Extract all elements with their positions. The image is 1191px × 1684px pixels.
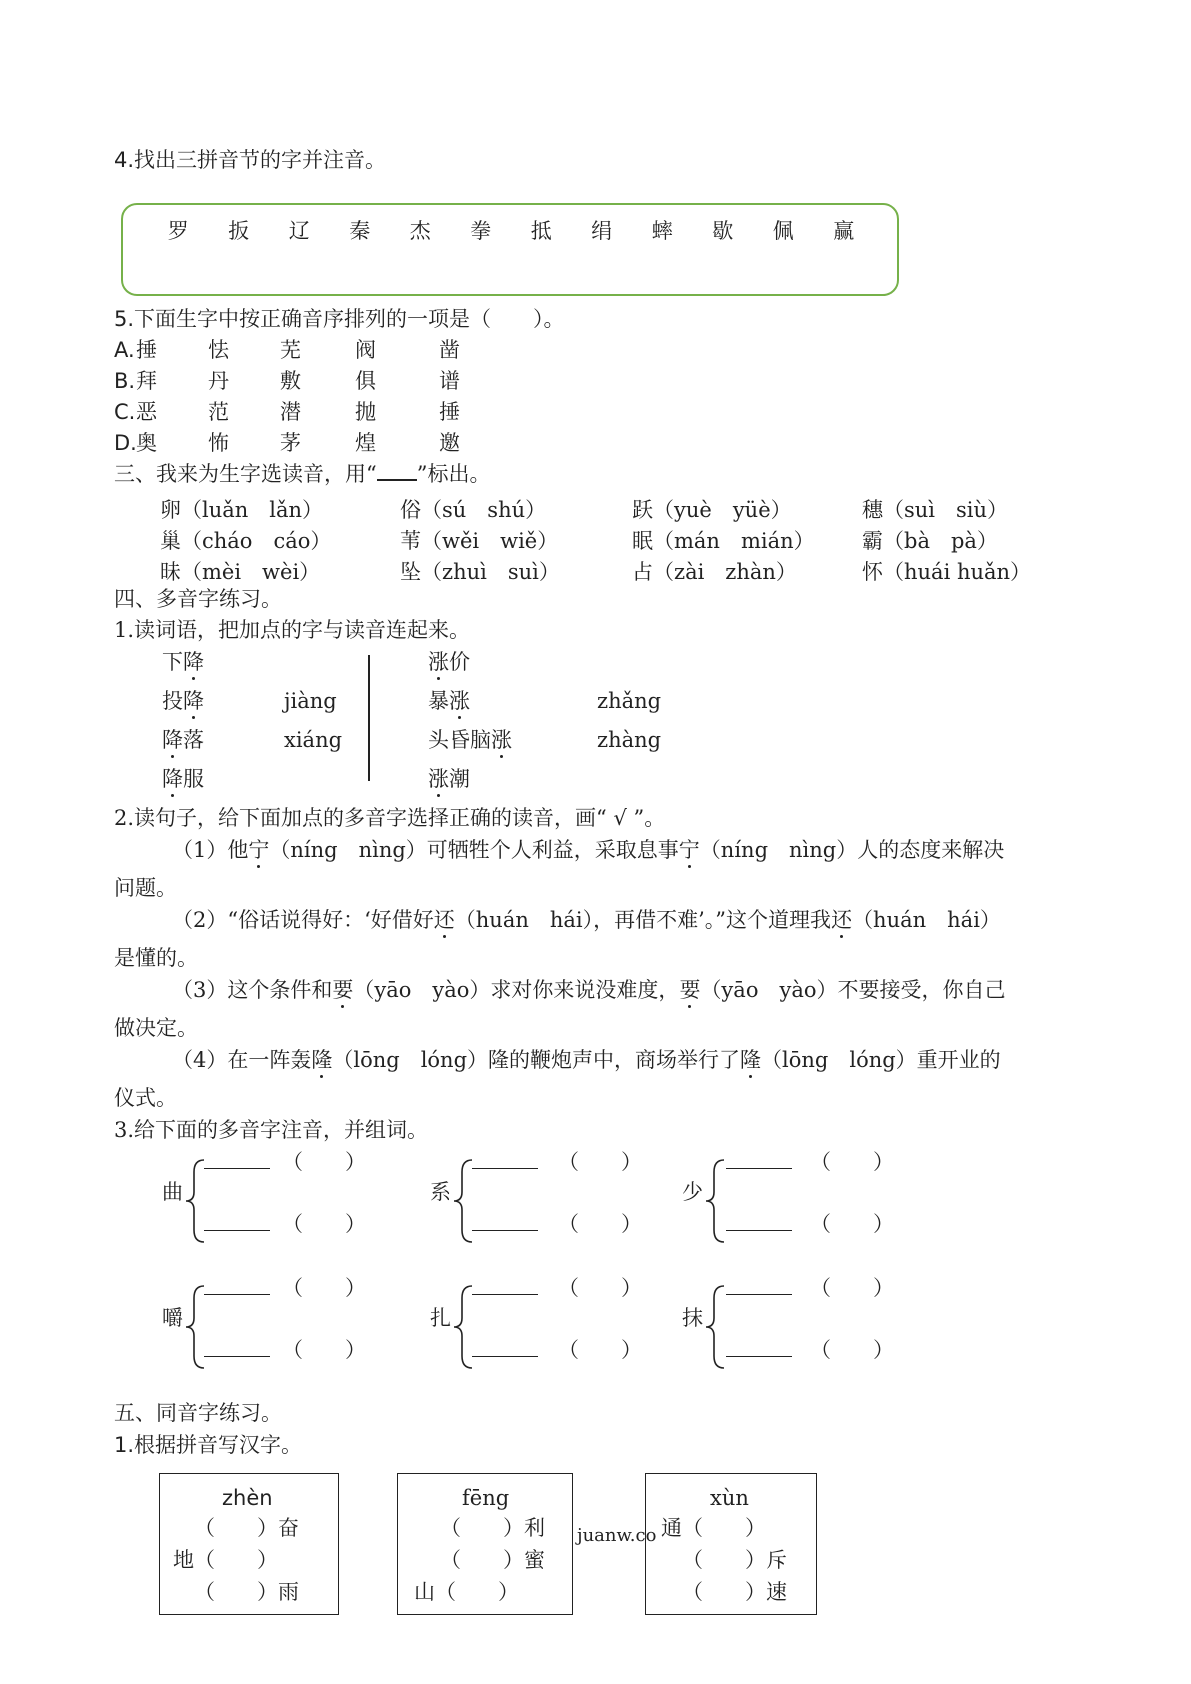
pinyin-paren[interactable]: （ ） (810, 1150, 894, 1174)
reading-item: 眠（mán mián） (632, 529, 815, 553)
q5-option-c (114, 400, 460, 425)
sentence: （2）“俗话说得好：‘好借好还（huán hái），再借不难’。”这个道理我还（huán hái） (172, 908, 1001, 932)
pinyin-paren[interactable]: （ ） (282, 1212, 366, 1236)
poly-char: 系 (430, 1180, 451, 1204)
pinyin-paren[interactable]: （ ） (810, 1276, 894, 1300)
pinyin-paren[interactable]: （ ） (282, 1276, 366, 1300)
brace-icon (184, 1284, 206, 1370)
option-char: 奥 (136, 431, 157, 455)
pinyin-option: zhàng (597, 728, 662, 752)
section-3-title-pre: 三、我来为生字选读音，用“ (114, 462, 377, 486)
option-char: 阀 (355, 338, 376, 362)
pinyin-paren[interactable]: （ ） (558, 1338, 642, 1362)
box-line[interactable]: 地（ ） (173, 1548, 278, 1572)
question-4-title: 4.找出三拼音节的字并注音。 (114, 148, 387, 172)
answer-line[interactable] (204, 1150, 270, 1175)
q4-char: 歇 (712, 219, 734, 243)
box-line[interactable]: （ ）斥 (682, 1548, 787, 1572)
word-item: 涨潮 (428, 767, 470, 791)
brace-icon (704, 1158, 726, 1244)
box-line[interactable]: 通（ ） (661, 1516, 766, 1540)
reading-item: 昧（mèi wèi） (160, 560, 321, 584)
option-char: 邀 (439, 431, 460, 455)
question-5-title: 5.下面生字中按正确音序排列的一项是（ ）。 (114, 307, 565, 331)
pinyin-paren[interactable]: （ ） (558, 1276, 642, 1300)
sentence: （3）这个条件和要（yāo yào）求对你来说没难度，要（yāo yào）不要接受，你自己 (172, 978, 1006, 1002)
box-pinyin: zhèn (222, 1486, 273, 1510)
q4-char: 秦 (349, 219, 371, 243)
underline-sample (377, 465, 417, 481)
answer-line[interactable] (472, 1150, 538, 1175)
option-label: B. (114, 369, 136, 393)
reading-item: 俗（sú shú） (400, 498, 547, 522)
answer-line[interactable] (472, 1212, 538, 1237)
option-char: 拜 (136, 369, 157, 393)
option-char: 煌 (355, 431, 376, 455)
option-char: 俱 (355, 369, 376, 393)
q5-option-b (114, 369, 460, 394)
q4-char: 罗 (167, 219, 189, 243)
option-label: A. (114, 338, 135, 362)
q4-char: 拳 (470, 219, 492, 243)
q4-char-box (121, 203, 899, 296)
divider-line (368, 655, 370, 781)
q4-char: 赢 (833, 219, 855, 243)
box-line[interactable]: 山（ ） (414, 1580, 519, 1604)
box-line[interactable]: （ ）奋 (194, 1516, 299, 1540)
pinyin-paren[interactable]: （ ） (558, 1212, 642, 1236)
reading-item: 卵（luǎn lǎn） (160, 498, 324, 522)
sentence-continuation: 问题。 (114, 876, 177, 900)
answer-line[interactable] (472, 1276, 538, 1301)
watermark-text: juanw.co (577, 1525, 657, 1546)
poly-char: 嚼 (162, 1306, 183, 1330)
poly-char: 少 (682, 1180, 703, 1204)
sentence: （1）他宁（níng nìng）可牺牲个人利益，采取息事宁（níng nìng）人的态度来解决 (172, 838, 1005, 862)
reading-item: 霸（bà pà） (862, 529, 998, 553)
s4-q2-title: 2.读句子，给下面加点的多音字选择正确的读音，画“ √ ”。 (114, 806, 666, 830)
answer-line[interactable] (726, 1338, 792, 1363)
option-char: 潜 (280, 400, 301, 424)
reading-item: 跃（yuè yüè） (632, 498, 792, 522)
brace-icon (452, 1158, 474, 1244)
pinyin-paren[interactable]: （ ） (810, 1212, 894, 1236)
box-pinyin: fēng (462, 1486, 510, 1510)
q4-char: 杰 (409, 219, 431, 243)
word-item: 投降 (162, 689, 204, 713)
option-char: 凿 (439, 338, 460, 362)
q4-char: 佩 (772, 219, 794, 243)
answer-line[interactable] (726, 1212, 792, 1237)
pinyin-option: zhǎng (597, 689, 662, 713)
answer-line[interactable] (726, 1276, 792, 1301)
reading-item: 占（zài zhàn） (632, 560, 797, 584)
option-char: 芜 (280, 338, 301, 362)
option-char: 谱 (439, 369, 460, 393)
brace-icon (452, 1284, 474, 1370)
word-item: 降服 (162, 767, 204, 791)
brace-icon (184, 1158, 206, 1244)
s4-q1-title: 1.读词语，把加点的字与读音连起来。 (114, 618, 471, 642)
option-char: 敷 (280, 369, 301, 393)
answer-line[interactable] (204, 1276, 270, 1301)
option-char: 捶 (136, 338, 157, 362)
reading-item: 巢（cháo cáo） (160, 529, 332, 553)
option-char: 怯 (208, 338, 229, 362)
reading-item: 坠（zhuì suì） (400, 560, 560, 584)
q5-option-d (114, 431, 460, 456)
q4-char: 扳 (228, 219, 250, 243)
q5-option-a (114, 338, 460, 363)
pinyin-paren[interactable]: （ ） (282, 1150, 366, 1174)
sentence: （4）在一阵轰隆（lōng lóng）隆的鞭炮声中，商场举行了隆（lōng lóng）重开业的 (172, 1048, 1001, 1072)
option-char: 丹 (208, 369, 229, 393)
box-line[interactable]: （ ）蜜 (440, 1548, 545, 1572)
box-line[interactable]: （ ）雨 (194, 1580, 299, 1604)
q4-char: 抵 (530, 219, 552, 243)
answer-line[interactable] (726, 1150, 792, 1175)
poly-char: 曲 (162, 1180, 183, 1204)
answer-line[interactable] (204, 1212, 270, 1237)
option-label: C. (114, 400, 136, 424)
sentence-continuation: 做决定。 (114, 1016, 198, 1040)
box-pinyin: xùn (710, 1486, 749, 1510)
answer-line[interactable] (204, 1338, 270, 1363)
q4-char-list (148, 219, 874, 244)
q4-char: 辽 (288, 219, 310, 243)
option-char: 抛 (355, 400, 376, 424)
s5-q1-title: 1.根据拼音写汉字。 (114, 1433, 303, 1457)
pinyin-paren[interactable]: （ ） (810, 1338, 894, 1362)
word-item: 暴涨 (428, 689, 470, 713)
s4-q3-title: 3.给下面的多音字注音，并组词。 (114, 1118, 429, 1142)
section-3-title-post: ”标出。 (416, 462, 491, 486)
section-3-title (114, 462, 491, 487)
word-item: 头昏脑涨 (428, 728, 512, 752)
box-line[interactable]: （ ）利 (440, 1516, 545, 1540)
pinyin-paren[interactable]: （ ） (282, 1338, 366, 1362)
sentence-continuation: 仪式。 (114, 1086, 177, 1110)
sentence-continuation: 是懂的。 (114, 946, 198, 970)
option-char: 茅 (280, 431, 301, 455)
option-label: D. (114, 431, 137, 455)
option-char: 怖 (208, 431, 229, 455)
homophone-box-zhen (159, 1473, 339, 1615)
brace-icon (704, 1284, 726, 1370)
pinyin-option: xiáng (284, 728, 343, 752)
reading-item: 苇（wěi wiě） (400, 529, 559, 553)
answer-line[interactable] (472, 1338, 538, 1363)
word-item: 降落 (162, 728, 204, 752)
q4-char: 绢 (591, 219, 613, 243)
section-4-title: 四、多音字练习。 (114, 587, 282, 611)
reading-item: 怀（huái huǎn） (862, 560, 1032, 584)
q4-char: 蟀 (651, 219, 673, 243)
option-char: 捶 (439, 400, 460, 424)
homophone-box-feng (397, 1473, 573, 1615)
reading-item: 穗（suì siù） (862, 498, 1009, 522)
option-char: 范 (208, 400, 229, 424)
option-char: 恶 (136, 400, 157, 424)
homophone-box-xun (645, 1473, 817, 1615)
word-item: 下降 (162, 650, 204, 674)
box-line[interactable]: （ ）速 (682, 1580, 787, 1604)
section-5-title: 五、同音字练习。 (114, 1401, 282, 1425)
poly-char: 扎 (430, 1306, 451, 1330)
poly-char: 抹 (682, 1306, 703, 1330)
pinyin-paren[interactable]: （ ） (558, 1150, 642, 1174)
word-item: 涨价 (428, 650, 470, 674)
pinyin-option: jiàng (284, 689, 337, 713)
